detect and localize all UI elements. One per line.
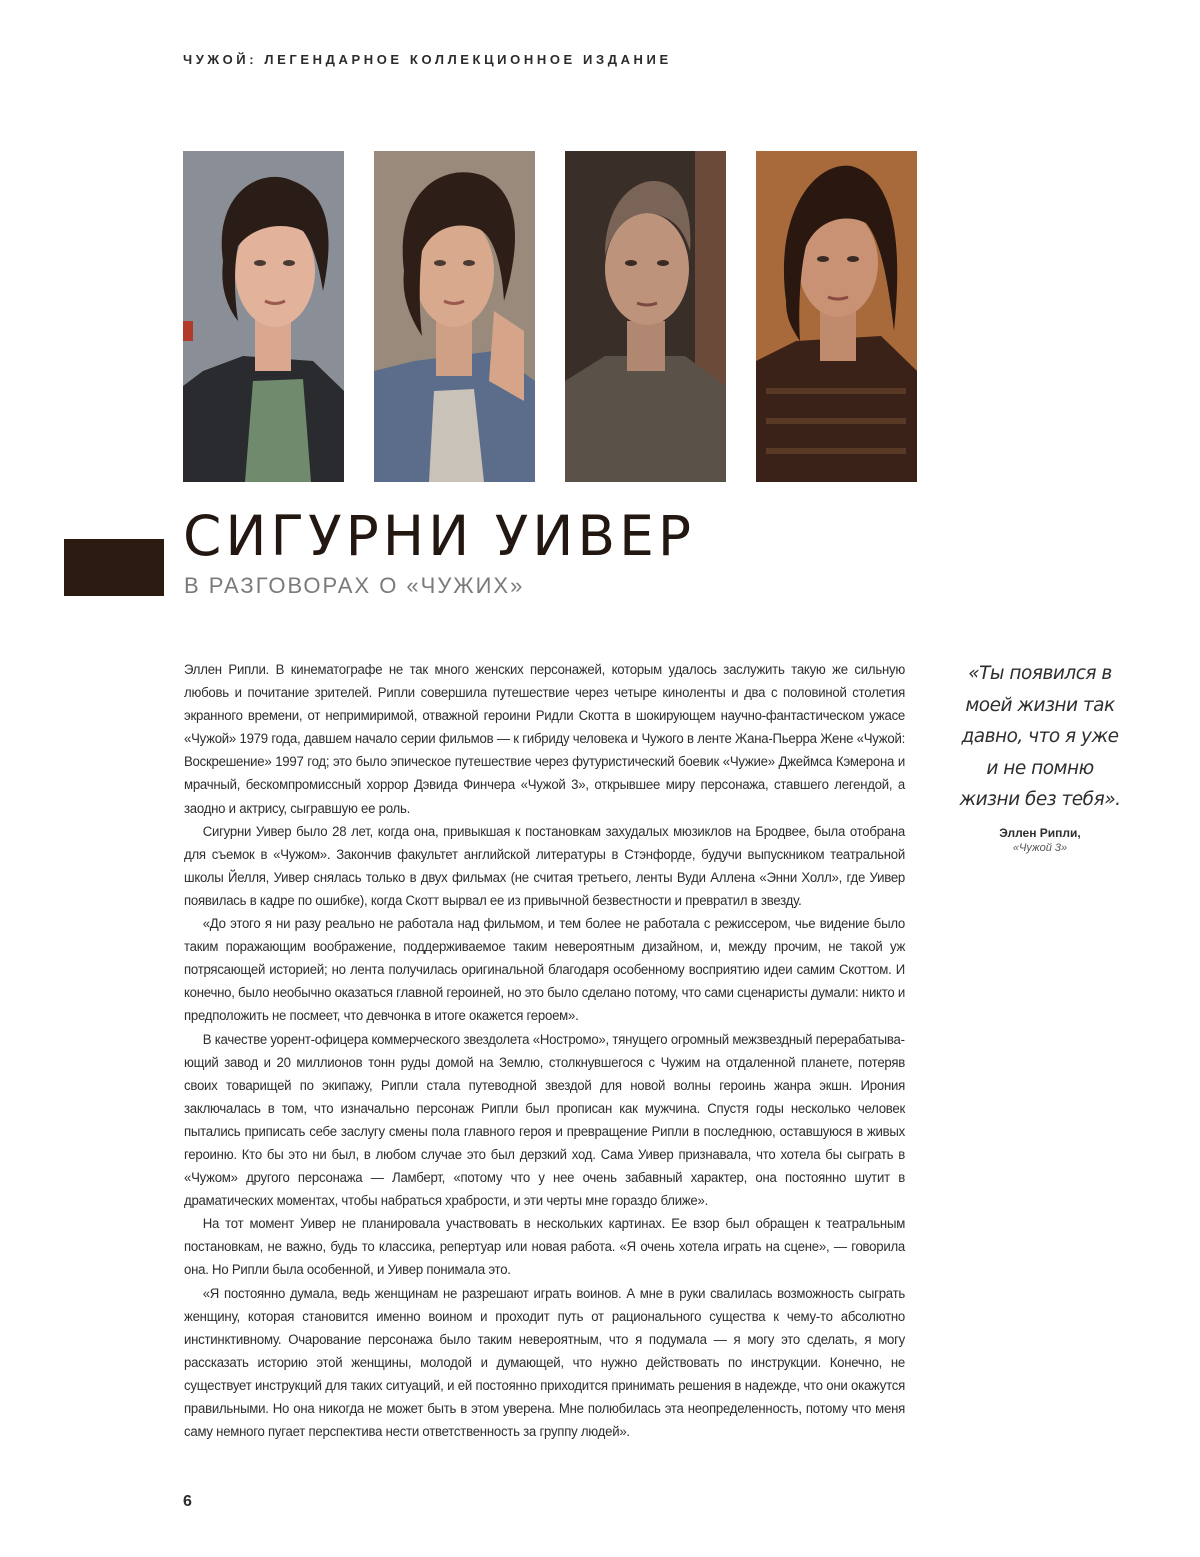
running-head: ЧУЖОЙ: ЛЕГЕНДАРНОЕ КОЛЛЕКЦИОННОЕ ИЗДАНИЕ — [183, 52, 672, 67]
pull-quote-text: «Ты появился в моей жизни так давно, что я уже и не помню жизни без тебя». — [959, 663, 1121, 810]
title-accent-block — [64, 539, 164, 596]
ripley-photo-aliens — [374, 151, 535, 482]
photo-strip — [183, 151, 918, 482]
article-body — [184, 658, 905, 1443]
page-number: 6 — [183, 1493, 192, 1510]
body-paragraph: «До этого я ни разу реально не работала над фильмом, и тем более не работала с режиссером, чье видение было таким поражающим воображение, поддерживаемое таким невероятным дизайном, и, между прочим, не такой уж потрясающей историей; но лента получилась оригинальной благодаря особенному восприятию идеи самим Скоттом. И конечно, было необычно оказаться главной героиней, но это было сделано потому, что сами сценаристы думали: никто и предположить не посмеет, что девчонка в итоге окажется героем». — [184, 916, 906, 1024]
body-paragraph: Сигурни Уивер было 28 лет, когда она, привыкшая к постановкам захудалых мюзиклов на Бродвее, была отобрана для съемок в «Чужом». Закончив факультет английской литературы в Стэнфорде, будучи выпускником театральной школы Йелля, Уивер снялась только в двух фильмах (не считая третьего, ленты Вуди Аллена «Энни Холл», где Уивер появилась в кадре по ошибке), когда Скотт вырвал ее из привычной безвестности и превратил в звезду. — [184, 823, 906, 908]
ripley-photo-alien3 — [565, 151, 726, 482]
article-title: СИГУРНИ УИВЕР — [183, 504, 696, 568]
body-paragraph: В качестве уорент-офицера коммерческого звездолета «Ностромо», тянущего огромный межзвездный перерабатывающий завод и 20 миллионов тонн руды домой на Землю, столкнувшегося с Чужим на отдаленной планете, потеряв своих товарищей по экипажу, Рипли стала путеводной звездой для новой волны героинь жанра экшн. Ирония заключалась в том, что изначально персонаж Рипли был прописан как мужчина. Спустя годы несколько человек пытались приписать себе заслугу смены пола главного героя и превращение Рипли в последнюю, оставшуюся в живых героиню. Кто бы это ни был, в любом случае это был дерзкий ход. Сама Уивер признавала, что хотела бы сыграть в «Чужом» другого персонажа — Ламберт, «потому что у нее очень забавный характер, она постоянно шутит в драматических моментах, чтобы набраться храбрости, и эти черты мне гораздо ближе». — [184, 1031, 906, 1209]
ripley-photo-resurrection — [756, 151, 917, 482]
pull-quote — [955, 658, 1125, 854]
ripley-photo-alien — [183, 151, 344, 482]
article-subtitle: В РАЗГОВОРАХ О «ЧУЖИХ» — [184, 573, 525, 598]
pull-quote-author: Эллен Рипли, — [999, 825, 1081, 840]
body-paragraph: Эллен Рипли. В кинематографе не так много женских персонажей, которым удалось заслужить такую же сильную любовь и почитание зрителей. Рипли совершила путешествие через четыре киноленты и два с половиной столетия экранного времени, от непримиримой, отважной героини Ридли Скотта в шокирующем научно-фантастическом ужасе «Чужой» 1979 года, давшем начало серии фильмов — к гибриду человека и Чужого в ленте Жана-Пьерра Жене «Чужой: Воскрешение» 1997 год; это было эпическое путешествие через футуристический боевик «Чужие» Джеймса Кэмерона и мрачный, бескомпромиссный хоррор Дэвида Финчера «Чужой 3», открывшее миру персонажа, ставшего легендой, а заодно и актрису, сыгравшую ее роль. — [184, 662, 906, 816]
pull-quote-source: «Чужой 3» — [1012, 841, 1068, 854]
body-paragraph: На тот момент Уивер не планировала участвовать в нескольких картинах. Ее взор был обращен к театральным постановкам, не важно, будь то классика, репертуар или новая работа. «Я очень хотела играть на сцене», — говорила она. Но Рипли была особенной, и Уивер понимала это. — [184, 1216, 906, 1278]
body-paragraph: «Я постоянно думала, ведь женщинам не разрешают играть воинов. А мне в руки свалилась возможность сыграть женщину, которая становится именно воином и проходит путь от рационального существа к чему-то абсолютно инстинктивному. Очарование персонажа было таким невероятным, что я подумала — я могу это сделать, я могу рассказать историю этой женщины, молодой и думающей, что нужно действовать по инструкции. Конечно, не существует инструкций для таких ситуаций, и ей постоянно приходится принимать решения в надежде, что они окажутся правильными. Но она никогда не может быть в этом уверена. Мне полюбилась эта неопределенность, потому что меня саму немного пугает перспектива нести ответственность за группу людей». — [184, 1285, 906, 1440]
